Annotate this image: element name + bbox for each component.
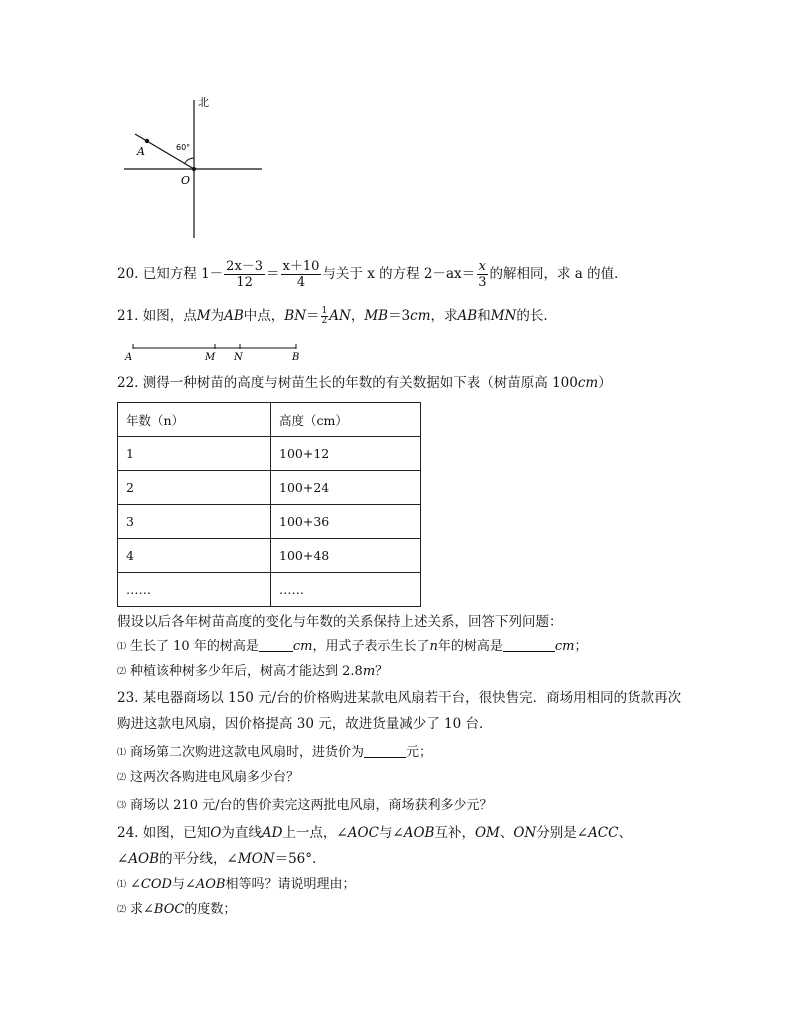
q23-sub1-end: 元； (406, 745, 433, 760)
q24-cod: COD (140, 877, 172, 892)
segment-label-n: N (234, 352, 243, 363)
q22-sub-2 (117, 663, 388, 681)
q24-text-a: 如图，已知 (142, 825, 211, 841)
q23-sub1-number: ⑴ (117, 748, 127, 758)
q24-text-h: 、 (618, 825, 632, 841)
q21-ab: AB (224, 308, 244, 324)
q20-fraction-3: $\frac{x}{3}$ (478, 259, 487, 290)
q23-sub-2 (117, 769, 299, 787)
q24-l2-text: 的平分线，∠ (159, 851, 238, 867)
question-22 (117, 374, 612, 392)
answer-blank[interactable] (364, 745, 406, 758)
q24-sub1-text-b: 与∠ (171, 877, 196, 892)
q24-text-b: 为直线 (221, 825, 262, 841)
q24-sub2-text-b: 的度数； (184, 902, 237, 917)
q21-an: AN (329, 308, 351, 324)
q24-ad: AD (261, 825, 283, 841)
q24-aob: AOB (403, 825, 435, 841)
q21-text-5: ＝3 (388, 308, 411, 324)
q21-cm: cm (410, 308, 431, 324)
q21-text-6: ，求 (430, 308, 458, 324)
q20-term-two: 2－ax＝ (423, 266, 476, 282)
q20-tail: 的解相同，求 a 的值． (489, 266, 628, 282)
q24-l2-angle: ∠ (117, 851, 129, 867)
q21-ab-2: AB (457, 308, 478, 324)
table-header-row (118, 403, 421, 437)
q24-acc: ACC (588, 825, 619, 841)
q22-sub2-end: ？ (375, 664, 389, 679)
point-a-label: A (137, 145, 145, 158)
q21-text-7: 和 (477, 308, 491, 324)
table-cell: 2 (118, 471, 271, 505)
q22-sub1-unit-1: cm (292, 639, 313, 654)
table-header-cell: 年数（n） (118, 403, 271, 437)
q21-text-4: ， (350, 308, 365, 324)
growth-table (117, 402, 421, 607)
q21-number: 21. (117, 308, 139, 324)
q21-m: M (196, 308, 211, 324)
q24-sub-2 (117, 901, 236, 919)
q21-bn: BN (284, 308, 307, 324)
angle-label: 60° (176, 143, 191, 152)
q23-sub-3 (117, 797, 492, 815)
table-row (118, 471, 421, 505)
q22-unit: cm (577, 375, 599, 391)
table-cell: 1 (118, 437, 271, 471)
q22-intro: 假设以后各年树苗高度的变化与年数的关系保持上述关系，回答下列问题： (117, 614, 563, 630)
q20-equals: ＝ (266, 266, 280, 282)
q24-mon: MON (237, 851, 275, 867)
q23-sub3-number: ⑶ (117, 801, 127, 811)
q23-sub1-text: 商场第二次购进这款电风扇时，进货价为 (130, 745, 365, 760)
q22-sub1-number: ⑴ (117, 642, 127, 652)
q22-sub1-text-c: 年的树高是 (437, 639, 503, 654)
question-20 (117, 257, 628, 291)
table-cell: …… (118, 573, 271, 607)
table-cell: 100+24 (271, 471, 421, 505)
table-row (118, 573, 421, 607)
q24-sub1-text-c: 相等吗？请说明理由； (225, 877, 356, 892)
table-cell: 100+12 (271, 437, 421, 471)
q20-fraction-1: $\frac{2x-3}{12}$ (226, 259, 264, 290)
q21-text-2: 为 (210, 308, 225, 324)
q21-mb: MB (364, 308, 389, 324)
q24-aoc: AOC (347, 825, 379, 841)
q20-term-one: 1－ (201, 266, 224, 282)
q23-sub2-text: 这两次各购进电风扇多少台？ (130, 770, 300, 785)
q24-om: OM (474, 825, 500, 841)
q23-number: 23. (117, 690, 139, 706)
q24-sub2-text-a: 求∠ (130, 902, 154, 917)
q20-middle: 与关于 x 的方程 (322, 266, 420, 282)
table-header-cell: 高度（cm） (271, 403, 421, 437)
q24-sub-1 (117, 876, 355, 894)
q22-sub2-text: 种植该种树多少年后，树高才能达到 2.8 (130, 664, 363, 679)
q24-boc: BOC (153, 902, 185, 917)
q24-aob-3: AOB (195, 877, 226, 892)
q21-eq: ＝ (306, 308, 320, 324)
q22-text: 测得一种树苗的高度与树苗生长的年数的有关数据如下表（树苗原高 100 (142, 375, 578, 391)
table-cell: 3 (118, 505, 271, 539)
q23-sub2-number: ⑵ (117, 773, 127, 783)
q24-aob-2: AOB (128, 851, 160, 867)
q23-sub3-text: 商场以 210 元/台的售价卖完这两批电风扇，商场获利多少元？ (130, 798, 493, 813)
segment-label-a: A (125, 352, 133, 363)
point-o-dot (192, 167, 196, 171)
segment-label-b: B (292, 352, 300, 363)
q22-sub1-end: ； (574, 639, 588, 654)
question-23-line-2: 购进这款电风扇，因价格提高 30 元，故进货量减少了 10 台． (117, 716, 493, 732)
q22-sub1-n: n (429, 639, 438, 654)
q22-sub2-m: m (362, 664, 376, 679)
answer-blank[interactable] (503, 639, 555, 652)
q22-sub-1 (117, 638, 587, 656)
answer-blank[interactable] (259, 639, 293, 652)
table-cell: …… (271, 573, 421, 607)
point-o-label: O (181, 174, 191, 187)
question-23-line-1 (117, 689, 681, 707)
q23-line1: 某电器商场以 150 元/台的价格购进某款电风扇若干台，很快售完．商场用相同的货款再次 (142, 690, 682, 706)
north-label: 北 (198, 96, 209, 109)
table-row (118, 437, 421, 471)
segment-figure (122, 340, 312, 364)
table-cell: 4 (118, 539, 271, 573)
q24-text-d: 与∠ (378, 825, 404, 841)
q21-half: $\frac{1}{2}$ (321, 306, 328, 326)
table-row (118, 505, 421, 539)
q20-fraction-2: $\frac{x+10}{4}$ (282, 259, 320, 290)
angle-arc (185, 158, 195, 164)
q21-text-8: 的长. (516, 308, 548, 324)
q22-sub1-text-a: 生长了 10 年的树高是 (130, 639, 259, 654)
q22-number: 22. (117, 375, 139, 391)
table-cell: 100+48 (271, 539, 421, 573)
q22-sub1-unit-2: cm (554, 639, 575, 654)
q24-text-c: 上一点，∠ (282, 825, 348, 841)
q24-sub1-number: ⑴ (117, 880, 127, 890)
q21-text-1: 如图，点 (142, 308, 197, 324)
table-row (118, 539, 421, 573)
q24-text-g: 分别是∠ (536, 825, 589, 841)
q21-text-3: 中点， (243, 308, 285, 324)
table-cell: 100+36 (271, 505, 421, 539)
q24-sub2-number: ⑵ (117, 905, 127, 915)
q20-lead: 已知方程 (142, 266, 197, 282)
q24-o: O (210, 825, 222, 841)
question-21 (117, 305, 548, 327)
q24-text-f: 、 (499, 825, 514, 841)
q22-sub1-text-b: ，用式子表示生长了 (312, 639, 430, 654)
compass-figure (118, 90, 268, 242)
q24-text-e: 互补， (434, 825, 475, 841)
question-24-line-1 (117, 824, 632, 842)
q23-sub-1 (117, 744, 432, 762)
q24-number: 24. (117, 825, 139, 841)
segment-label-m: M (205, 352, 216, 363)
q22-close: ） (598, 375, 612, 391)
q24-sub1-angle: ∠ (130, 877, 141, 892)
question-24-line-2 (117, 850, 316, 868)
q22-sub2-number: ⑵ (117, 667, 127, 677)
point-a-dot (145, 139, 149, 143)
q20-number: 20. (117, 266, 139, 282)
q24-l2-end: ＝56°. (274, 851, 317, 867)
q21-mn: MN (490, 308, 517, 324)
q24-on: ON (513, 825, 537, 841)
